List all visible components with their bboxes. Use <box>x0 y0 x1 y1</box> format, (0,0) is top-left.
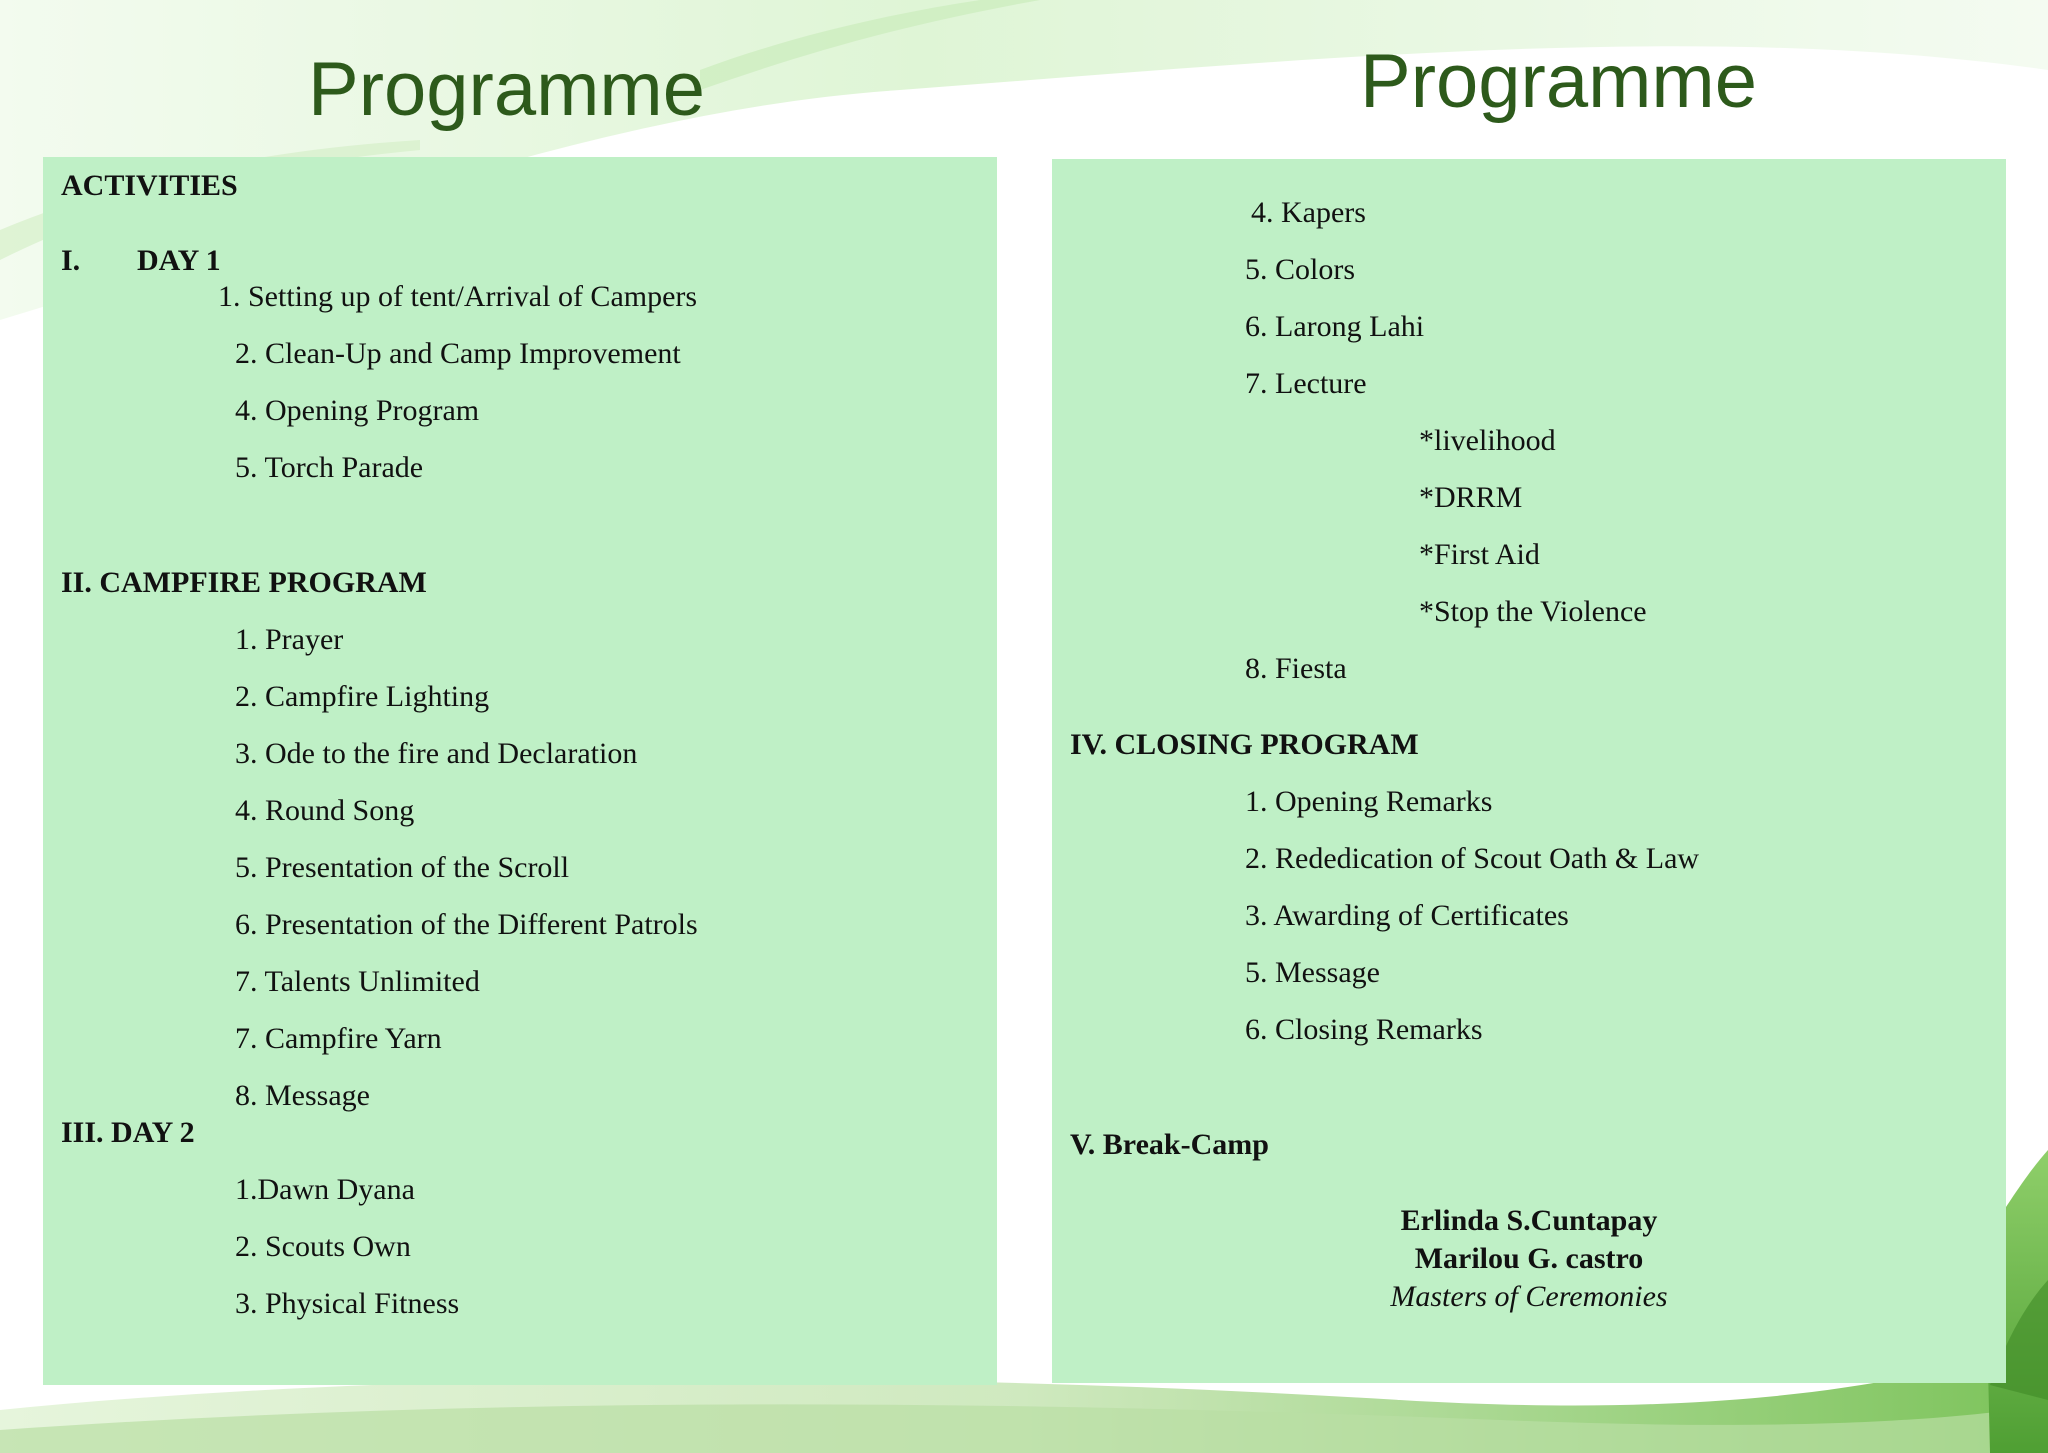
campfire-item: 6. Presentation of the Different Patrols <box>235 908 698 941</box>
closing-program-heading: IV. CLOSING PROGRAM <box>1070 728 1419 761</box>
day1-item: 4. Opening Program <box>235 394 480 427</box>
day1-item: 5. Torch Parade <box>235 451 424 484</box>
emcee-name: Erlinda S.Cuntapay <box>1400 1204 1658 1237</box>
campfire-item: 8. Message <box>235 1079 370 1112</box>
right-page-title: Programme <box>1360 39 1757 124</box>
campfire-item: 3. Ode to the fire and Declaration <box>235 737 638 770</box>
day2-item: 5. Colors <box>1245 253 1356 286</box>
day2-item: 6. Larong Lahi <box>1245 310 1425 343</box>
closing-item: 6. Closing Remarks <box>1245 1013 1483 1046</box>
lecture-topic: *Stop the Violence <box>1419 595 1647 628</box>
activities-label: ACTIVITIES <box>61 169 238 202</box>
campfire-item: 1. Prayer <box>235 623 344 656</box>
day1-item: 1. Setting up of tent/Arrival of Campers <box>218 280 698 313</box>
day1-heading: DAY 1 <box>137 244 221 277</box>
closing-item: 3. Awarding of Certificates <box>1245 899 1569 932</box>
campfire-item: 5. Presentation of the Scroll <box>235 851 570 884</box>
closing-item: 2. Rededication of Scout Oath & Law <box>1245 842 1700 875</box>
closing-item: 5. Message <box>1245 956 1380 989</box>
day2-item: 2. Scouts Own <box>235 1230 411 1263</box>
right-programme-panel <box>1052 159 2006 1383</box>
day1-item: 2. Clean-Up and Camp Improvement <box>235 337 681 370</box>
campfire-item: 7. Campfire Yarn <box>235 1022 442 1055</box>
left-programme-panel <box>43 157 997 1385</box>
day2-item: 7. Lecture <box>1245 367 1367 400</box>
closing-item: 1. Opening Remarks <box>1245 785 1493 818</box>
campfire-program-heading: II. CAMPFIRE PROGRAM <box>61 566 427 599</box>
campfire-item: 4. Round Song <box>235 794 415 827</box>
lecture-topic: *DRRM <box>1419 481 1523 514</box>
day2-item: 4. Kapers <box>1251 196 1366 229</box>
day2-heading: III. DAY 2 <box>61 1116 195 1149</box>
day2-item: 8. Fiesta <box>1245 652 1347 685</box>
day2-item: 3. Physical Fitness <box>235 1287 460 1320</box>
lecture-topic: *livelihood <box>1419 424 1556 457</box>
break-camp-heading: V. Break-Camp <box>1070 1128 1269 1161</box>
left-page-title: Programme <box>308 47 705 132</box>
day2-item: 1.Dawn Dyana <box>235 1173 415 1206</box>
lecture-topic: *First Aid <box>1419 538 1540 571</box>
campfire-item: 2. Campfire Lighting <box>235 680 490 713</box>
emcee-name: Marilou G. castro <box>1414 1242 1644 1275</box>
day1-numeral: I. <box>61 244 81 277</box>
campfire-item: 7. Talents Unlimited <box>235 965 480 998</box>
emcee-role: Masters of Ceremonies <box>1390 1280 1668 1313</box>
